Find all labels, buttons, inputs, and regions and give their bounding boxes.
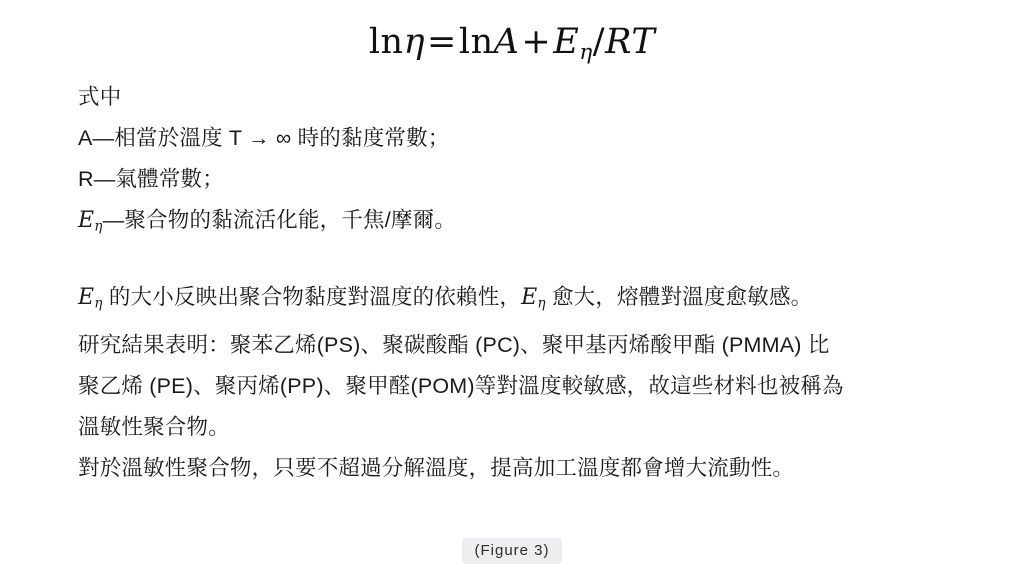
text-line-definition-a: A—相當於溫度 T → ∞ 時的黏度常數； — [78, 126, 450, 151]
paragraph-gap — [78, 247, 980, 277]
body-text — [0, 77, 1024, 489]
inline-math-e-first-subscript: η — [94, 295, 103, 312]
text-line-paragraph-1d: 溫敏性聚合物。 — [78, 414, 230, 439]
text-line-paragraph-2: 對於溫敏性聚合物，只要不超過分解溫度，提高加工溫度都會增大流動性。 — [78, 455, 795, 480]
inline-math-e-eta-def — [78, 208, 103, 233]
text-line-paragraph-1c: 聚乙烯 (PE)、聚丙烯(PP)、聚甲醛(POM)等對溫度較敏感，故這些材料也被稱為 — [78, 373, 844, 398]
inline-math-e-first: E — [78, 285, 95, 311]
inline-math-e-eta-second — [521, 285, 546, 310]
inline-math-e-second: E — [521, 285, 538, 311]
text-line-paragraph-1a — [78, 277, 980, 324]
text-paragraph-1a-part-b: 愈大，熔體對溫度愈敏感。 — [545, 285, 813, 310]
inline-math-e-eta-first — [78, 285, 103, 310]
equation-e: E — [553, 22, 580, 62]
figure-caption-container — [0, 538, 1024, 564]
text-line-definition-r: R—氣體常數； — [78, 167, 224, 192]
equation-plus: + — [521, 22, 552, 62]
viscosity-arrhenius-equation — [369, 22, 655, 65]
equation-ln-right: ln — [458, 22, 494, 62]
text-definition-e-rest: —聚合物的黏流活化能，千焦/摩爾。 — [102, 208, 457, 233]
equation-equals: = — [427, 22, 457, 62]
figure-caption: (Figure 3) — [462, 538, 561, 564]
equation-a: A — [493, 22, 520, 62]
text-paragraph-1a-part-a: 的大小反映出聚合物黏度對溫度的依賴性， — [102, 285, 522, 310]
equation-rt: RT — [605, 22, 656, 62]
equation-block — [0, 0, 1024, 65]
equation-slash: / — [592, 22, 606, 62]
text-line-paragraph-1b: 研究結果表明：聚苯乙烯(PS)、聚碳酸酯 (PC)、聚甲基丙烯酸甲酯 (PMMA) 比 — [78, 332, 830, 357]
inline-math-e-second-subscript: η — [537, 295, 546, 312]
equation-e-subscript: η — [579, 40, 593, 66]
text-line-definition-e — [78, 200, 980, 247]
equation-eta-left: η — [403, 22, 426, 62]
inline-math-e-def-subscript: η — [94, 218, 103, 235]
inline-math-e-def: E — [78, 208, 95, 234]
equation-ln-left: ln — [368, 22, 404, 62]
text-line-where: 式中 — [78, 85, 122, 110]
